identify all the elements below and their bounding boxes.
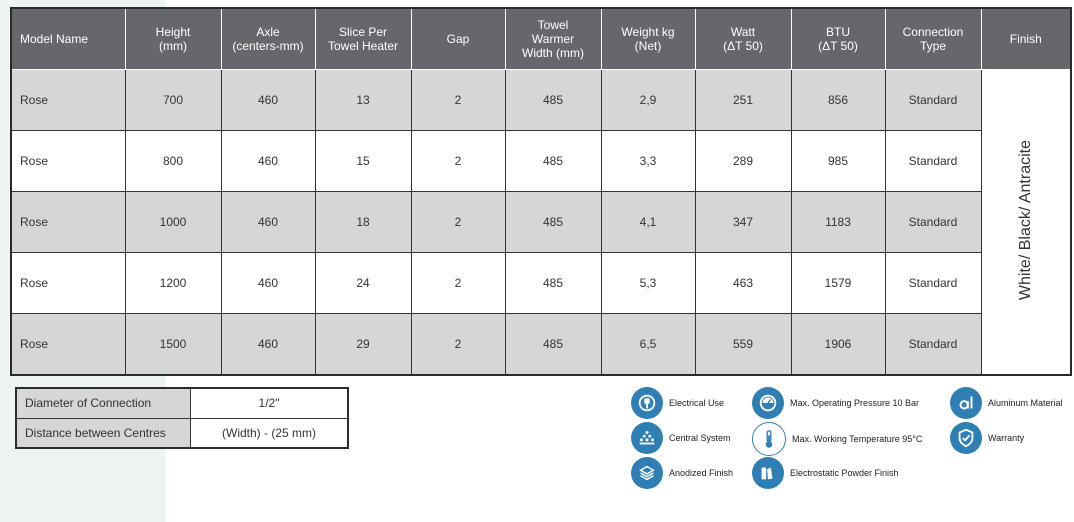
cell-model: Rose [11, 252, 125, 313]
cell-weight: 4,1 [601, 191, 695, 252]
header-model-name: Model Name [11, 8, 125, 70]
cell-gap: 2 [411, 191, 505, 252]
cell-connection: Standard [885, 191, 981, 252]
cell-width: 485 [505, 313, 601, 375]
cell-btu: 1906 [791, 313, 885, 375]
feature-label: Anodized Finish [669, 468, 734, 478]
cell-axle: 460 [221, 252, 315, 313]
finish-text: White/ Black/ Antracite [1016, 140, 1034, 301]
header-btu: BTU (ΔT 50) [791, 8, 885, 70]
cell-connection: Standard [885, 130, 981, 191]
cell-width: 485 [505, 70, 601, 131]
connection-label: Diameter of Connection [16, 388, 191, 418]
table-row [11, 130, 1071, 191]
cell-height: 700 [125, 70, 221, 131]
cell-finish [981, 70, 1071, 376]
cell-watt: 347 [695, 191, 791, 252]
feature-central-system [631, 422, 731, 454]
cell-btu: 856 [791, 70, 885, 131]
plug-icon [631, 387, 663, 419]
feature-aluminum [950, 387, 1063, 419]
header-connection-type: Connection Type [885, 8, 981, 70]
cell-slice: 13 [315, 70, 411, 131]
cell-model: Rose [11, 191, 125, 252]
cell-weight: 6,5 [601, 313, 695, 375]
feature-powder-finish [752, 457, 899, 489]
cell-axle: 460 [221, 70, 315, 131]
cell-gap: 2 [411, 70, 505, 131]
cell-slice: 24 [315, 252, 411, 313]
feature-anodized [631, 457, 733, 489]
cell-width: 485 [505, 252, 601, 313]
connection-value: (Width) - (25 mm) [191, 418, 349, 448]
cell-slice: 15 [315, 130, 411, 191]
header-height: Height (mm) [125, 8, 221, 70]
cell-height: 1000 [125, 191, 221, 252]
cell-watt: 251 [695, 70, 791, 131]
cell-btu: 985 [791, 130, 885, 191]
table-row [11, 70, 1071, 131]
header-row [11, 8, 1071, 70]
cell-gap: 2 [411, 130, 505, 191]
cell-btu: 1183 [791, 191, 885, 252]
table-row [11, 252, 1071, 313]
aluminum-icon [950, 387, 982, 419]
feature-label: Max. Working Temperature 95°C [792, 434, 923, 444]
cell-weight: 3,3 [601, 130, 695, 191]
feature-label: Aluminum Material [988, 398, 1063, 408]
cell-axle: 460 [221, 130, 315, 191]
cell-model: Rose [11, 130, 125, 191]
feature-temperature [752, 422, 922, 456]
feature-label: Warranty [988, 433, 1025, 443]
central-system-icon [631, 422, 663, 454]
thermometer-icon [752, 422, 786, 456]
cell-height: 800 [125, 130, 221, 191]
feature-pressure [752, 387, 919, 419]
header-axle: Axle (centers-mm) [221, 8, 315, 70]
cell-height: 1200 [125, 252, 221, 313]
cell-height: 1500 [125, 313, 221, 375]
cell-weight: 2,9 [601, 70, 695, 131]
feature-label: Electrical Use [669, 398, 725, 408]
cell-model: Rose [11, 70, 125, 131]
pressure-gauge-icon [752, 387, 784, 419]
cell-axle: 460 [221, 191, 315, 252]
feature-electrical-use [631, 387, 724, 419]
connection-table [15, 387, 349, 449]
cell-gap: 2 [411, 313, 505, 375]
cell-connection: Standard [885, 313, 981, 375]
warranty-shield-icon [950, 422, 982, 454]
feature-label: Electrostatic Powder Finish [790, 468, 899, 478]
feature-label: Max. Operating Pressure 10 Bar [790, 398, 920, 408]
header-width: Towel Warmer Width (mm) [505, 8, 601, 70]
header-gap: Gap [411, 8, 505, 70]
cell-watt: 559 [695, 313, 791, 375]
header-weight: Weight kg (Net) [601, 8, 695, 70]
cell-axle: 460 [221, 313, 315, 375]
cell-slice: 29 [315, 313, 411, 375]
cell-gap: 2 [411, 252, 505, 313]
cell-slice: 18 [315, 191, 411, 252]
feature-label: Central System [669, 433, 731, 443]
connection-label: Distance between Centres [16, 418, 191, 448]
cell-weight: 5,3 [601, 252, 695, 313]
table-row [11, 313, 1071, 375]
table-row [16, 388, 348, 418]
cell-connection: Standard [885, 252, 981, 313]
layers-icon [631, 457, 663, 489]
cell-width: 485 [505, 130, 601, 191]
header-slice: Slice Per Towel Heater [315, 8, 411, 70]
table-row [16, 418, 348, 448]
cell-btu: 1579 [791, 252, 885, 313]
cell-width: 485 [505, 191, 601, 252]
cell-watt: 463 [695, 252, 791, 313]
cell-model: Rose [11, 313, 125, 375]
header-watt: Watt (ΔT 50) [695, 8, 791, 70]
cell-connection: Standard [885, 70, 981, 131]
header-finish: Finish [981, 8, 1071, 70]
feature-warranty [950, 422, 1024, 454]
table-row [11, 191, 1071, 252]
connection-value: 1/2" [191, 388, 349, 418]
cell-watt: 289 [695, 130, 791, 191]
color-swatch-icon [752, 457, 784, 489]
spec-table [10, 7, 1072, 376]
